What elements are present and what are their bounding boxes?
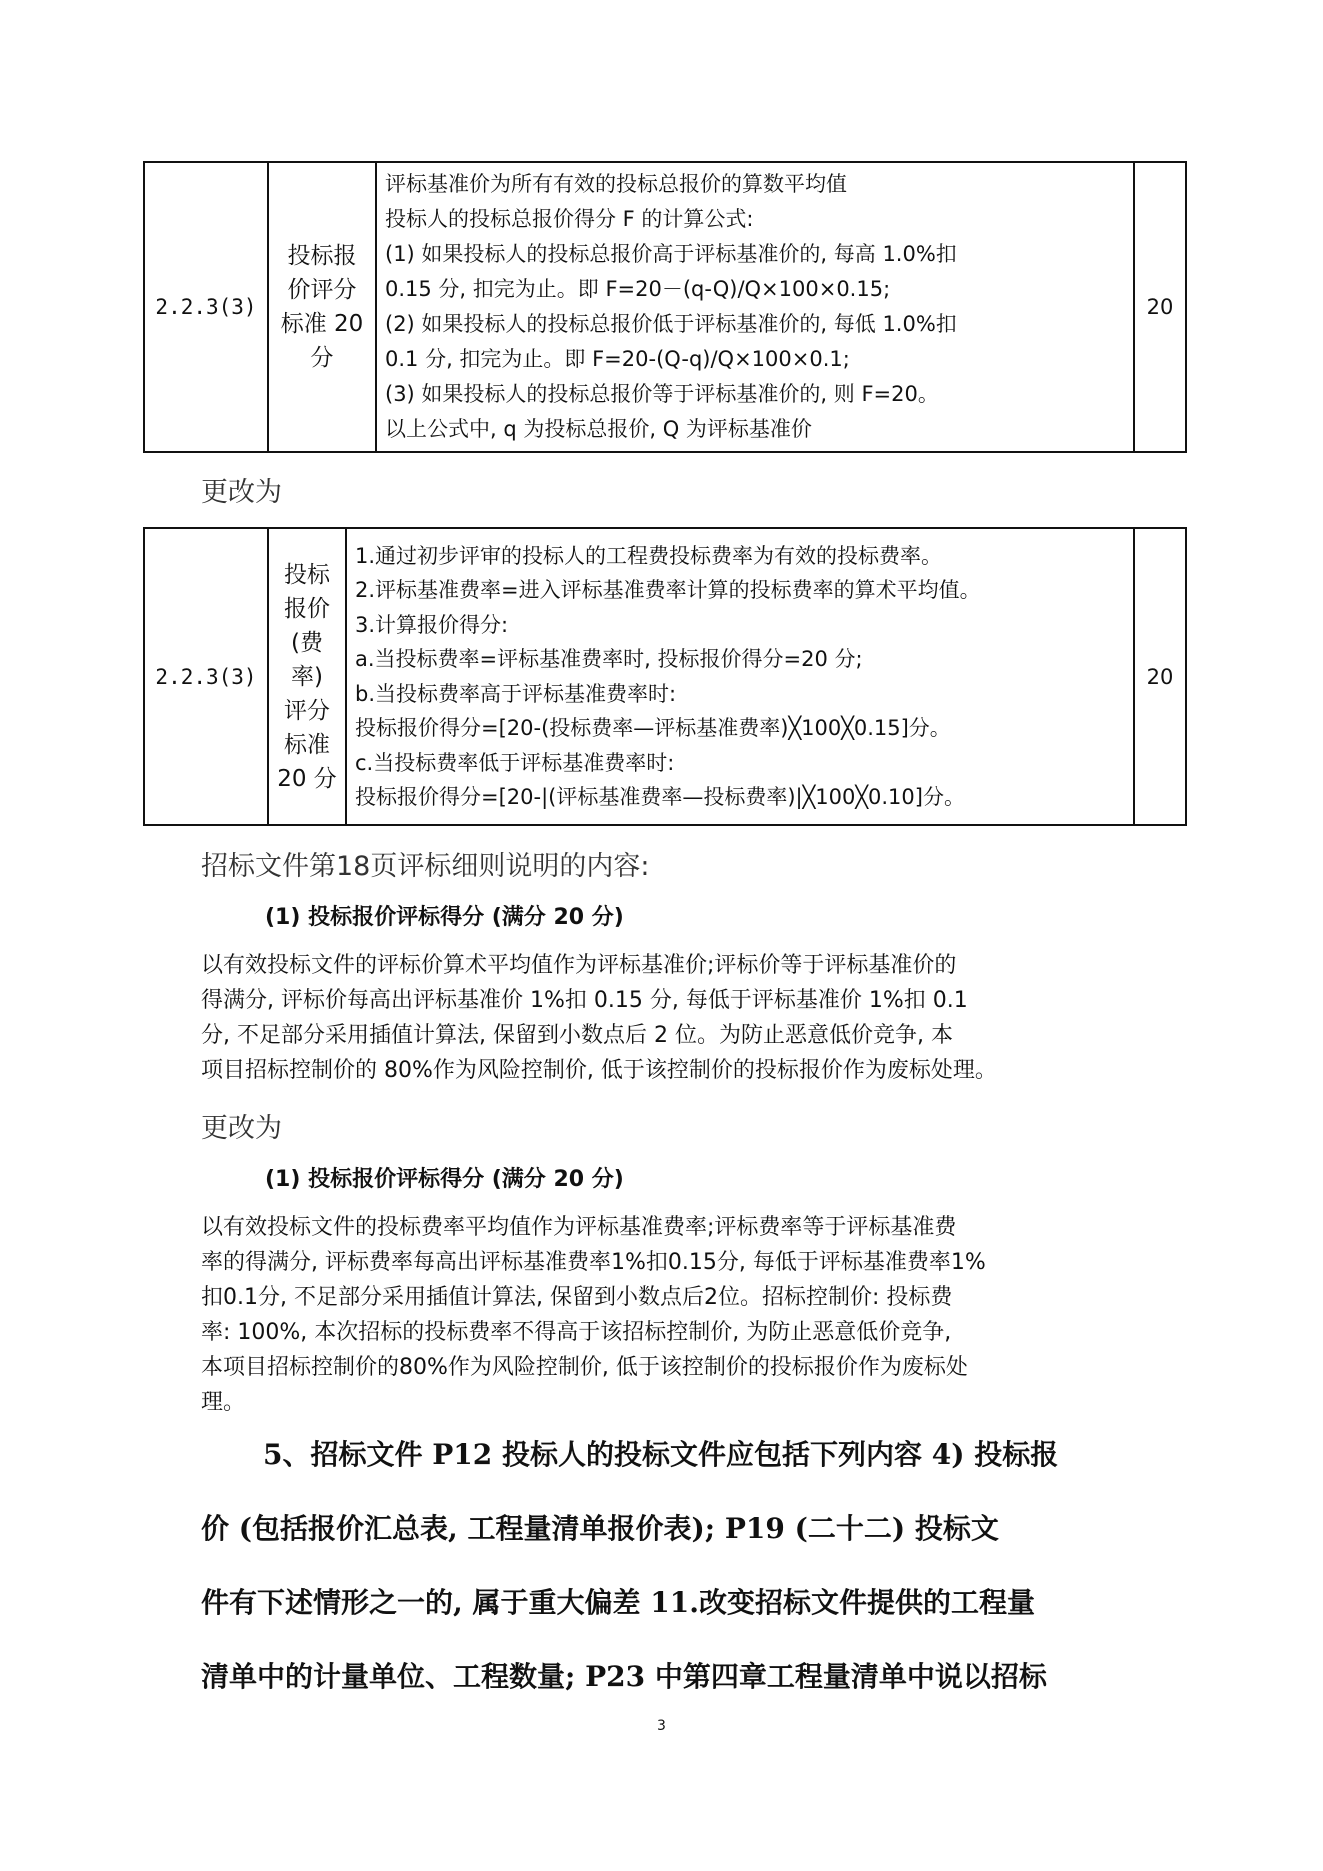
item-line: (费 xyxy=(291,629,323,656)
paragraph-line: 扣0.1分, 不足部分采用插值计算法, 保留到小数点后2位。招标控制价: 投标费 xyxy=(201,1285,953,1310)
item-line: 评分 xyxy=(284,697,330,724)
paragraph-line: 5、招标文件 P12 投标人的投标文件应包括下列内容 4) 投标报 xyxy=(263,1438,1059,1471)
item-line: 投标 xyxy=(284,561,330,588)
criteria-line: 0.1 分, 扣完为止。即 F=20-(Q-q)/Q×100×0.1; xyxy=(385,347,850,371)
paragraph-line: 以有效投标文件的投标费率平均值作为评标基准费率;评标费率等于评标基准费 xyxy=(201,1215,957,1240)
criteria-line: a.当投标费率=评标基准费率时, 投标报价得分=20 分; xyxy=(355,647,863,671)
item-line: 标准 20 xyxy=(280,311,364,337)
change-label: 更改为 xyxy=(201,1113,282,1144)
paragraph-line: 本项目招标控制价的80%作为风险控制价, 低于该控制价的投标报价作为废标处 xyxy=(201,1355,968,1380)
paragraph-line: 理。 xyxy=(201,1390,246,1415)
paragraph-line: 分, 不足部分采用插值计算法, 保留到小数点后 2 位。为防止恶意低价竞争, 本 xyxy=(201,1023,953,1048)
criteria-line: 3.计算报价得分: xyxy=(355,612,509,637)
paragraph-line: 率: 100%, 本次招标的投标费率不得高于该招标控制价, 为防止恶意低价竞争, xyxy=(201,1320,952,1345)
criteria-line: 0.15 分, 扣完为止。即 F=20－(q-Q)/Q×100×0.15; xyxy=(385,277,891,301)
criteria-line: b.当投标费率高于评标基准费率时: xyxy=(355,681,677,706)
paragraph-line: 项目招标控制价的 80%作为风险控制价, 低于该控制价的投标报价作为废标处理。 xyxy=(201,1058,997,1083)
section-heading: 招标文件第18页评标细则说明的内容: xyxy=(201,851,650,882)
criteria-line: (2) 如果投标人的投标总报价低于评标基准价的, 每低 1.0%扣 xyxy=(385,312,957,336)
item-line: 价评分 xyxy=(287,277,357,303)
item-line: 率) xyxy=(291,663,323,690)
change-label: 更改为 xyxy=(201,477,282,508)
criteria-line: 评标基准价为所有有效的投标总报价的算数平均值 xyxy=(385,172,847,196)
clause-code: 2.2.3(3) xyxy=(144,528,268,825)
criteria-line: (3) 如果投标人的投标总报价等于评标基准价的, 则 F=20。 xyxy=(385,382,939,406)
revised-paragraph xyxy=(201,1210,1141,1420)
table-row xyxy=(144,528,1186,825)
scoring-criteria xyxy=(376,162,1134,452)
criteria-line: 1.通过初步评审的投标人的工程费投标费率为有效的投标费率。 xyxy=(355,543,943,568)
item-line: 分 xyxy=(310,345,334,371)
clause-code: 2.2.3(3) xyxy=(144,162,268,452)
original-paragraph xyxy=(201,948,1141,1088)
paragraph-line: 率的得满分, 评标费率每高出评标基准费率1%扣0.15分, 每低于评标基准费率1% xyxy=(201,1250,986,1275)
item-name xyxy=(268,162,376,452)
score-value: 20 xyxy=(1134,528,1186,825)
paragraph-line: 价 (包括报价汇总表, 工程量清单报价表); P19 (二十二) 投标文 xyxy=(201,1512,999,1545)
paragraph-line: 以有效投标文件的评标价算术平均值作为评标基准价;评标价等于评标基准价的 xyxy=(201,953,957,978)
item-line: 20 分 xyxy=(277,765,337,792)
score-value: 20 xyxy=(1134,162,1186,452)
item-name xyxy=(268,528,346,825)
page-number: 3 xyxy=(657,1718,666,1734)
criteria-line: 投标人的投标总报价得分 F 的计算公式: xyxy=(385,207,754,231)
item-line: 报价 xyxy=(284,595,330,622)
criteria-line: 投标报价得分=[20-|(评标基准费率—投标费率)|╳100╳0.10]分。 xyxy=(355,785,965,809)
paragraph-line: 得满分, 评标价每高出评标基准价 1%扣 0.15 分, 每低于评标基准价 1%扣 0.1 xyxy=(201,988,968,1013)
criteria-line: 以上公式中, q 为投标总报价, Q 为评标基准价 xyxy=(385,417,812,441)
original-scoring-table xyxy=(143,161,1187,453)
criteria-line: c.当投标费率低于评标基准费率时: xyxy=(355,750,675,775)
table-row xyxy=(144,162,1186,452)
paragraph-line: 清单中的计量单位、工程数量; P23 中第四章工程量清单中说以招标 xyxy=(201,1660,1047,1693)
criteria-line: 2.评标基准费率=进入评标基准费率计算的投标费率的算术平均值。 xyxy=(355,578,981,602)
item-line: 投标报 xyxy=(287,243,357,269)
item-5-paragraph xyxy=(201,1418,1141,1714)
revised-scoring-table xyxy=(143,527,1187,826)
criteria-line: (1) 如果投标人的投标总报价高于评标基准价的, 每高 1.0%扣 xyxy=(385,242,957,266)
paragraph-line: 件有下述情形之一的, 属于重大偏差 11.改变招标文件提供的工程量 xyxy=(201,1586,1035,1619)
sub-heading: (1) 投标报价评标得分 (满分 20 分) xyxy=(265,905,624,930)
sub-heading: (1) 投标报价评标得分 (满分 20 分) xyxy=(265,1167,624,1192)
criteria-line: 投标报价得分=[20-(投标费率—评标基准费率)╳100╳0.15]分。 xyxy=(355,716,951,740)
scoring-criteria xyxy=(346,528,1134,825)
item-line: 标准 xyxy=(284,731,330,758)
